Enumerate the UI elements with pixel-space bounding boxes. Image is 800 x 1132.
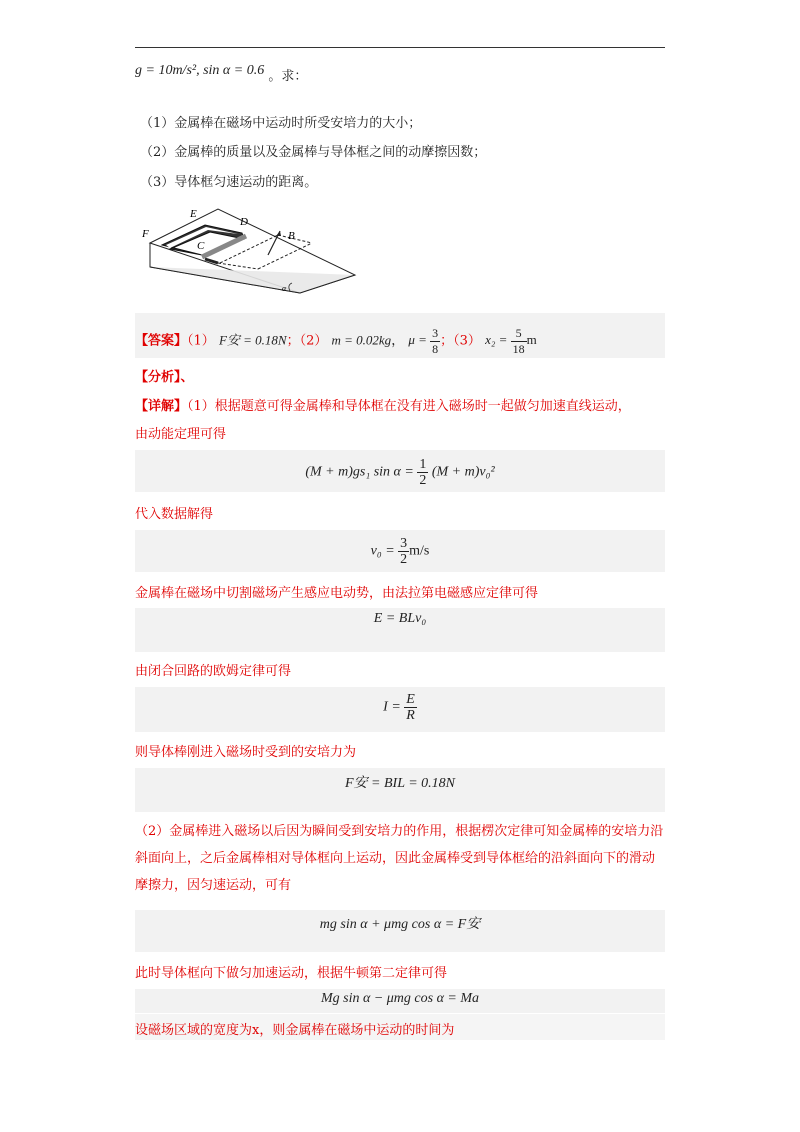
detail-line-2: 由动能定理可得 (135, 427, 227, 442)
answer-force: F安 = 0.18N (218, 332, 287, 348)
analysis-tag: 【分析】、 (135, 370, 194, 385)
text-time: 设磁场区域的宽度为x，则金属棒在磁场中运动的时间为 (135, 1023, 455, 1038)
detail-text-1: （1）根据题意可得金属棒和导体框在没有进入磁场时一起做匀加速直线运动， (187, 399, 631, 414)
label-e: E (190, 208, 197, 220)
equation-3: E = BLv₀ (373, 611, 427, 626)
question-2: （2）金属棒的质量以及金属棒与导体框之间的动摩擦因数； (140, 145, 487, 160)
answer-mass: m = 0.02kg (331, 332, 392, 348)
incline-figure (140, 205, 365, 300)
label-c: C (197, 240, 205, 252)
answer-mu: μ = $\frac{3}{8}$ (408, 326, 439, 356)
question-1: （1）金属棒在磁场中运动时所受安培力的大小； (140, 116, 422, 131)
question-3: （3）导体框匀速运动的距离。 (140, 175, 318, 190)
answer-tag: 【答案】 (135, 333, 188, 349)
given-line (135, 62, 308, 84)
detail-line-1 (135, 398, 631, 416)
equation-5: F安 = BIL = 0.18N (344, 776, 456, 791)
detail-tag: 【详解】 (135, 399, 188, 414)
label-alpha: α (282, 284, 287, 293)
equation-7: Mg sin α − μmg cos α = Ma (320, 991, 480, 1006)
label-b: B (288, 230, 295, 242)
label-d: D (240, 216, 248, 228)
equation-1: (M + m)gs₁ sin α = $\frac{1}{2}$ (M + m)v₀² (305, 457, 495, 488)
label-f: F (142, 228, 149, 240)
answer-sep-3: ；（3） (440, 333, 481, 349)
answer-sep-1: ；（2） (286, 333, 328, 349)
answer-part-1: （1） (187, 333, 215, 349)
text-substitute: 代入数据解得 (135, 507, 214, 522)
text-ohm: 由闭合回路的欧姆定律可得 (135, 664, 292, 679)
text-newton: 此时导体框向下做匀加速运动，根据牛顿第二定律可得 (135, 966, 448, 981)
header-rule (135, 47, 665, 48)
equation-6: mg sin α + μmg cos α = F安 (319, 917, 481, 932)
answer-line (135, 326, 537, 357)
paragraph-part-2: （2）金属棒进入磁场以后因为瞬间受到安培力的作用，根据楞次定律可知金属棒的安培力沿斜面向上，之后金属棒相对导体框向上运动，因此金属棒受到导体框给的沿斜面向下的滑动摩擦力，因匀速运动，可有 (135, 824, 664, 893)
given-formula: g = 10m/s², sin α = 0.6 (135, 63, 265, 78)
equation-4: I = $\frac{E}{R}$ (383, 692, 415, 723)
text-faraday: 金属棒在磁场中切割磁场产生感应电动势，由法拉第电磁感应定律可得 (135, 586, 539, 601)
text-ampere: 则导体棒刚进入磁场时受到的安培力为 (135, 745, 357, 760)
answer-x2: x₂ = $\frac{5}{18}$ m (485, 326, 537, 356)
equation-2: v₀ = $\frac{3}{2}$ m/s (370, 536, 430, 567)
answer-sep-2: ， (391, 333, 405, 349)
given-suffix: 。求： (268, 69, 308, 84)
